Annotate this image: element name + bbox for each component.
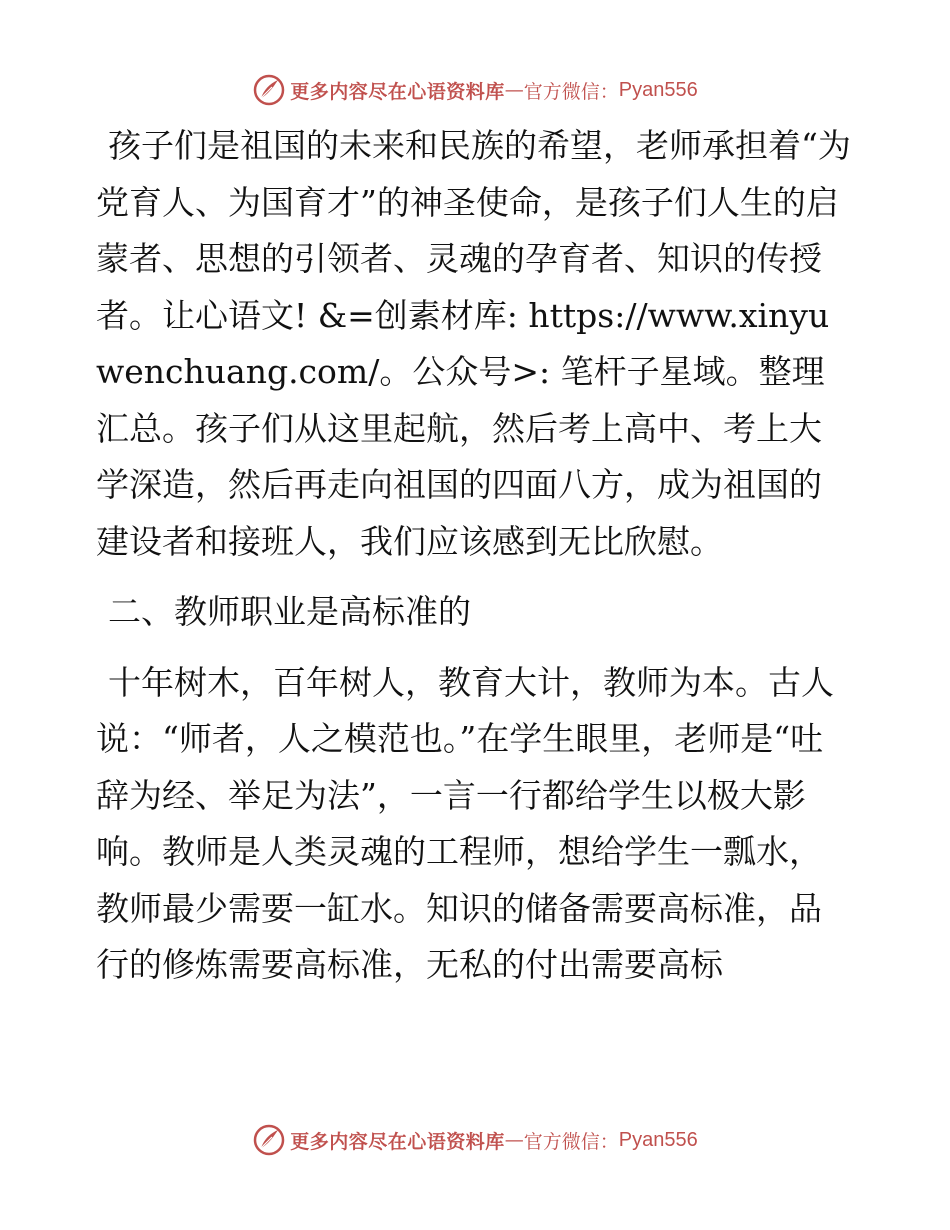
feather-pen-logo-icon xyxy=(252,1123,286,1157)
section-heading: 二、教师职业是高标准的 xyxy=(108,592,471,631)
header-watermark-banner xyxy=(0,70,950,110)
wechat-id: Pyan556 xyxy=(618,78,698,101)
brand-text: 更多内容尽在心语资料库 xyxy=(290,80,505,103)
banner-separator: — xyxy=(504,1129,524,1151)
brand-text: 更多内容尽在心语资料库 xyxy=(290,1130,505,1153)
body-paragraph-1: 孩子们是祖国的未来和民族的希望，老师承担着“为党育人、为国育才”的神圣使命，是孩子们人生的启蒙者、思想的引领者、灵魂的孕育者、知识的传授者。让心语文! &=创素材库: https://www.xinyuwenchuang.com/。公众号>: 笔杆子星域。整理汇总。孩子们从这里起航，然后考上高中、考上大学深造，然后再走向祖国的四面八方，成为祖国的建设者和接班人，我们应该感到无比欣慰。 xyxy=(96,126,851,561)
banner-separator: — xyxy=(504,79,524,101)
feather-pen-logo-icon xyxy=(252,73,286,107)
wechat-label: 官方微信： xyxy=(523,1130,619,1153)
wechat-label: 官方微信： xyxy=(523,80,619,103)
wechat-id: Pyan556 xyxy=(618,1128,698,1151)
document-body xyxy=(96,118,851,994)
footer-watermark-banner xyxy=(0,1120,950,1160)
body-paragraph-2: 十年树木，百年树人，教育大计，教师为本。古人说：“师者，人之模范也。”在学生眼里，老师是“吐辞为经、举足为法”，一言一行都给学生以极大影响。教师是人类灵魂的工程师，想给学生一瓢水，教师最少需要一缸水。知识的储备需要高标准，品行的修炼需要高标准，无私的付出需要高标 xyxy=(96,662,834,984)
